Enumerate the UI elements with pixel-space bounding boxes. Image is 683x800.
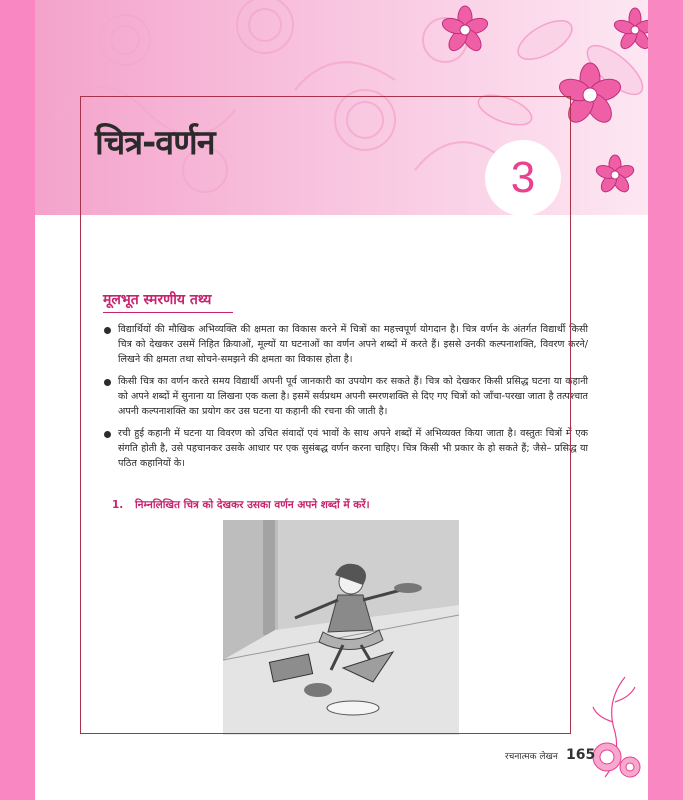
list-item — [104, 374, 588, 419]
chapter-number: 3 — [510, 153, 536, 202]
bullet-icon — [104, 379, 111, 386]
girl-running-illustration — [223, 520, 459, 735]
question-number: 1. — [112, 499, 124, 511]
corner-flowers-icon — [585, 672, 645, 782]
bullet-text: विद्यार्थियों की मौखिक अभिव्यक्ति की क्षमता का विकास करने में चित्रों का महत्त्वपूर्ण योगदान है। चित्र वर्णन के अंतर्गत विद्यार्थी किसी चित्र को देखकर उसमें निहित क्रियाओं, मूल्यों या घटनाओं का वर्णन अपने शब्दों में करते हैं। इससे उनकी कल्पनाशक्ति, विवरण करने/लिखने की क्षमता तथा सोचने-समझने की क्षमता का विकास होता है। — [118, 324, 588, 365]
page-number: 165 — [565, 747, 596, 763]
list-item — [104, 322, 588, 367]
question-prompt — [112, 498, 370, 512]
question-text: निम्नलिखित चित्र को देखकर उसका वर्णन अपने शब्दों में करें। — [134, 499, 370, 511]
illustration-drawing-icon — [223, 520, 459, 735]
chapter-number-badge — [485, 140, 561, 216]
chapter-title: चित्र-वर्णन — [95, 123, 215, 163]
bullet-text: रची हुई कहानी में घटना या विवरण को उचित संवादों एवं भावों के साथ अपने शब्दों में अभिव्यक्त किया जाता है। वस्तुतः चित्रों में एक संगति होती है, उसे पहचानकर उसके आधार पर एक सुसंबद्ध वर्णन करना चाहिए। चित्र किसी भी प्रकार के हो सकते हैं; जैसे– प्रसिद्ध या पठित कहानियों के। — [118, 428, 588, 469]
bullet-icon — [104, 431, 111, 438]
book-title: रचनात्मक लेखन — [505, 752, 558, 762]
section-heading: मूलभूत स्मरणीय तथ्य — [103, 290, 233, 313]
page-footer — [505, 744, 595, 763]
bullet-text: किसी चित्र का वर्णन करते समय विद्यार्थी अपनी पूर्व जानकारी का उपयोग कर सकते हैं। चित्र को देखकर किसी प्रसिद्ध घटना या कहानी को अपने शब्दों में सुनाना या लिखना एक कला है। इसमें सर्वप्रथम अपनी स्मरणशक्ति से दिए गए चित्रों को जाँचा-परखा जाता है तत्पश्चात अपनी कल्पनाशक्ति का प्रयोग कर उस घटना या कहानी की रचना की जाती है। — [118, 376, 588, 417]
bullet-icon — [104, 327, 111, 334]
list-item — [104, 426, 588, 471]
facts-list — [104, 322, 588, 478]
